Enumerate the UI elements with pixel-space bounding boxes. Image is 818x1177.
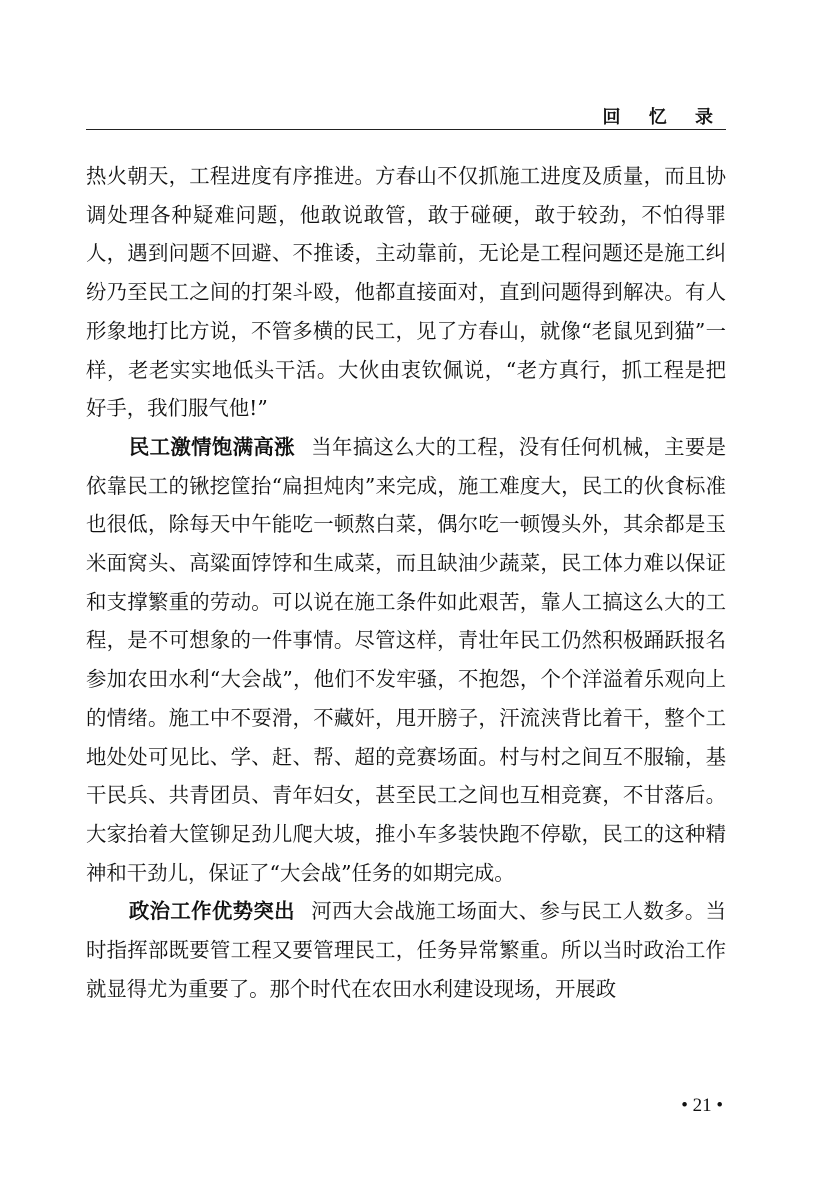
paragraph-political-work (86, 892, 726, 1008)
paragraph-text: 热火朝天，工程进度有序推进。方春山不仅抓施工进度及质量，而且协调处理各种疑难问题，他敢说敢管，敢于碰硬，敢于较劲，不怕得罪人，遇到问题不回避、不推诿，主动靠前，无论是工程问题还是施工纠纷乃至民工之间的打架斗殴，他都直接面对，直到问题得到解决。有人形象地打比方说，不管多横的民工，见了方春山，就像“老鼠见到猫”一样，老老实实地低头干活。大伙由衷钦佩说，“老方真行，抓工程是把好手，我们服气他!” (86, 164, 726, 421)
header-title: 回 忆 录 (602, 107, 724, 128)
paragraph-continuation (86, 157, 726, 428)
run-in-heading: 政治工作优势突出 (128, 899, 295, 924)
paragraph-text: 当年搞这么大的工程，没有任何机械，主要是依靠民工的锹挖筐抬“扁担炖肉”来完成，施工难度大，民工的伙食标准也很低，除每天中午能吃一顿熬白菜，偶尔吃一顿馒头外，其余都是玉米面窝头、高粱面饽饽和生咸菜，而且缺油少蔬菜，民工体力难以保证和支撑繁重的劳动。可以说在施工条件如此艰苦，靠人工搞这么大的工程，是不可想象的一件事情。尽管这样，青壮年民工仍然积极踊跃报名参加农田水利“大会战”，他们不发牢骚，不抱怨，个个洋溢着乐观向上的情绪。施工中不耍滑，不藏奸，甩开膀子，汗流浃背比着干，整个工地处处可见比、学、赶、帮、超的竞赛场面。村与村之间互不服输，基干民兵、共青团员、青年妇女，甚至民工之间也互相竞赛，不甘落后。大家抬着大筐铆足劲儿爬大坡，推小车多装快跑不停歇，民工的这种精神和干劲儿，保证了“大会战”任务的如期完成。 (86, 434, 727, 885)
paragraph-text: 河西大会战施工场面大、参与民工人数多。当时指挥部既要管工程又要管理民工，任务异常繁重。所以当时政治工作就显得尤为重要了。那个时代在农田水利建设现场，开展政 (86, 899, 727, 1001)
run-in-heading: 民工激情饱满高涨 (128, 434, 295, 459)
header-rule (86, 129, 726, 130)
running-header (86, 96, 726, 130)
page-number: • 21 • (681, 1095, 723, 1116)
paragraph-migrant-workers (86, 428, 726, 892)
body-text (86, 157, 726, 1008)
